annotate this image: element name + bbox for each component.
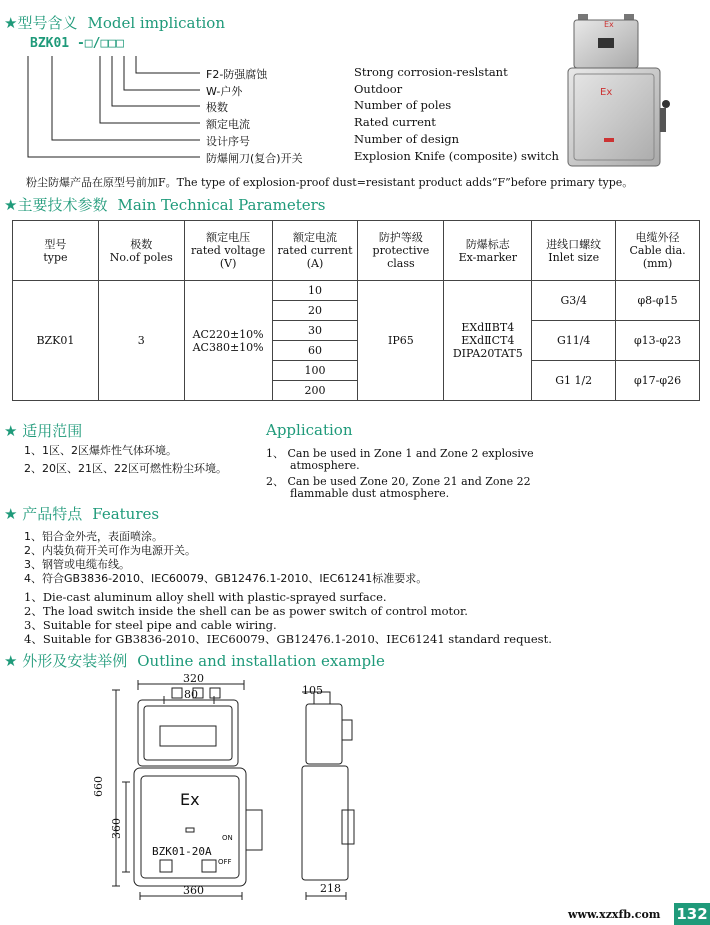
model-item-cn-3: 额定电流: [206, 118, 250, 131]
header-inlet: 进线口螺纹 Inlet size: [532, 221, 616, 281]
cell-cable-2: φ17-φ26: [616, 361, 700, 401]
application-en-3: flammable dust atmosphere.: [290, 487, 450, 500]
model-item-cn-4: 设计序号: [206, 135, 250, 148]
features-en-0: 1、Die-cast aluminum alloy shell with plastic-sprayed surface.: [24, 590, 387, 604]
model-item-en-5: Explosion Knife (composite) switch: [354, 149, 559, 163]
model-item-cn-5: 防爆闸刀(复合)开关: [206, 152, 303, 165]
cell-current-4: 100: [272, 361, 358, 381]
outline-off-label: OFF: [218, 858, 232, 866]
dim-320: 320: [183, 672, 204, 685]
cell-cable-0: φ8-φ15: [616, 281, 700, 321]
features-en-3: 4、Suitable for GB3836-2010、IEC60079、GB12476.1-2010、IEC61241 standard request.: [24, 632, 552, 646]
header-voltage: 额定电压 rated voltage (V): [184, 221, 272, 281]
application-en-1: atmosphere.: [290, 459, 360, 472]
features-en-2: 3、Suitable for steel pipe and cable wiring.: [24, 618, 277, 632]
application-cn-1: 2、20区、21区、22区可燃性粉尘环境。: [24, 462, 227, 475]
features-cn-0: 1、铝合金外壳，表面喷涂。: [24, 530, 163, 543]
features-cn-3: 4、符合GB3836-2010、IEC60079、GB12476.1-2010、IEC61241标准要求。: [24, 572, 428, 585]
application-en-2: 2、 Can be used Zone 20, Zone 21 and Zone 22: [266, 475, 531, 488]
features-cn-1: 2、内装负荷开关可作为电源开关。: [24, 544, 196, 557]
star-icon: ★: [4, 652, 18, 670]
application-en-0: 1、 Can be used in Zone 1 and Zone 2 explosive: [266, 447, 534, 460]
application-section-title-cn: ★ 适用范围: [4, 422, 83, 440]
star-icon: ★: [4, 422, 18, 440]
model-item-en-1: Outdoor: [354, 82, 403, 96]
header-ex-marker: 防爆标志 Ex-marker: [444, 221, 532, 281]
footer-url: www.xzxfb.com: [568, 908, 661, 921]
page-number: 132: [674, 903, 710, 925]
header-protection: 防护等级 protective class: [358, 221, 444, 281]
model-item-en-2: Number of poles: [354, 98, 452, 112]
photo-badge: Ex: [600, 87, 613, 98]
outline-on-label: ON: [222, 834, 233, 842]
model-section-title: ★型号含义 Model implication: [4, 14, 225, 32]
params-section-title: ★主要技术参数 Main Technical Parameters: [4, 196, 326, 214]
model-code: BZK01 -□/□□□: [30, 36, 124, 51]
model-item-en-0: Strong corrosion-reslstant: [354, 65, 508, 79]
cell-voltage: AC220±10% AC380±10%: [184, 281, 272, 401]
header-type: 型号 type: [13, 221, 99, 281]
outline-model-label: BZK01-20A: [152, 845, 212, 858]
dim-360-v: 360: [110, 818, 123, 839]
header-current: 额定电流 rated current (A): [272, 221, 358, 281]
star-icon: ★: [4, 14, 18, 32]
features-cn-2: 3、钢管或电缆布线。: [24, 558, 130, 571]
cell-protection: IP65: [358, 281, 444, 401]
star-icon: ★: [4, 505, 18, 523]
cell-current-1: 20: [272, 301, 358, 321]
cell-poles: 3: [98, 281, 184, 401]
dim-218: 218: [320, 882, 341, 895]
cell-current-0: 10: [272, 281, 358, 301]
star-icon: ★: [4, 196, 18, 214]
model-item-cn-0: F2-防强腐蚀: [206, 68, 268, 81]
cell-inlet-0: G3/4: [532, 281, 616, 321]
model-item-en-4: Number of design: [354, 132, 460, 146]
model-item-cn-2: 极数: [206, 101, 228, 114]
model-note: 粉尘防爆产品在原型号前加F。The type of explosion-proof dust=resistant product adds“F”before primary type。: [26, 176, 634, 189]
dim-360-h: 360: [183, 884, 204, 897]
cell-ex-marker: EXdⅡBT4 EXdⅡCT4 DIPA20TAT5: [444, 281, 532, 401]
dim-80: 80: [184, 688, 198, 701]
photo-badge-top: Ex: [604, 20, 614, 29]
cell-cable-1: φ13-φ23: [616, 321, 700, 361]
application-cn-0: 1、1区、2区爆炸性气体环境。: [24, 444, 177, 457]
model-item-en-3: Rated current: [354, 115, 436, 129]
cell-inlet-2: G1 1/2: [532, 361, 616, 401]
dim-105: 105: [302, 684, 323, 697]
header-cable: 电缆外径 Cable dia. (mm): [616, 221, 700, 281]
features-section-title: ★ 产品特点 Features: [4, 505, 160, 523]
header-poles: 极数 No.of poles: [98, 221, 184, 281]
cell-current-2: 30: [272, 321, 358, 341]
features-en-1: 2、The load switch inside the shell can be as power switch of control motor.: [24, 604, 468, 618]
application-section-title-en: Application: [266, 421, 353, 439]
outline-ex-label: Ex: [180, 790, 200, 809]
outline-section-title: ★ 外形及安装举例 Outline and installation example: [4, 652, 385, 670]
cell-inlet-1: G11/4: [532, 321, 616, 361]
cell-type: BZK01: [13, 281, 99, 401]
cell-current-5: 200: [272, 381, 358, 401]
model-item-cn-1: W-户外: [206, 85, 243, 98]
dim-660: 660: [92, 776, 105, 797]
cell-current-3: 60: [272, 341, 358, 361]
